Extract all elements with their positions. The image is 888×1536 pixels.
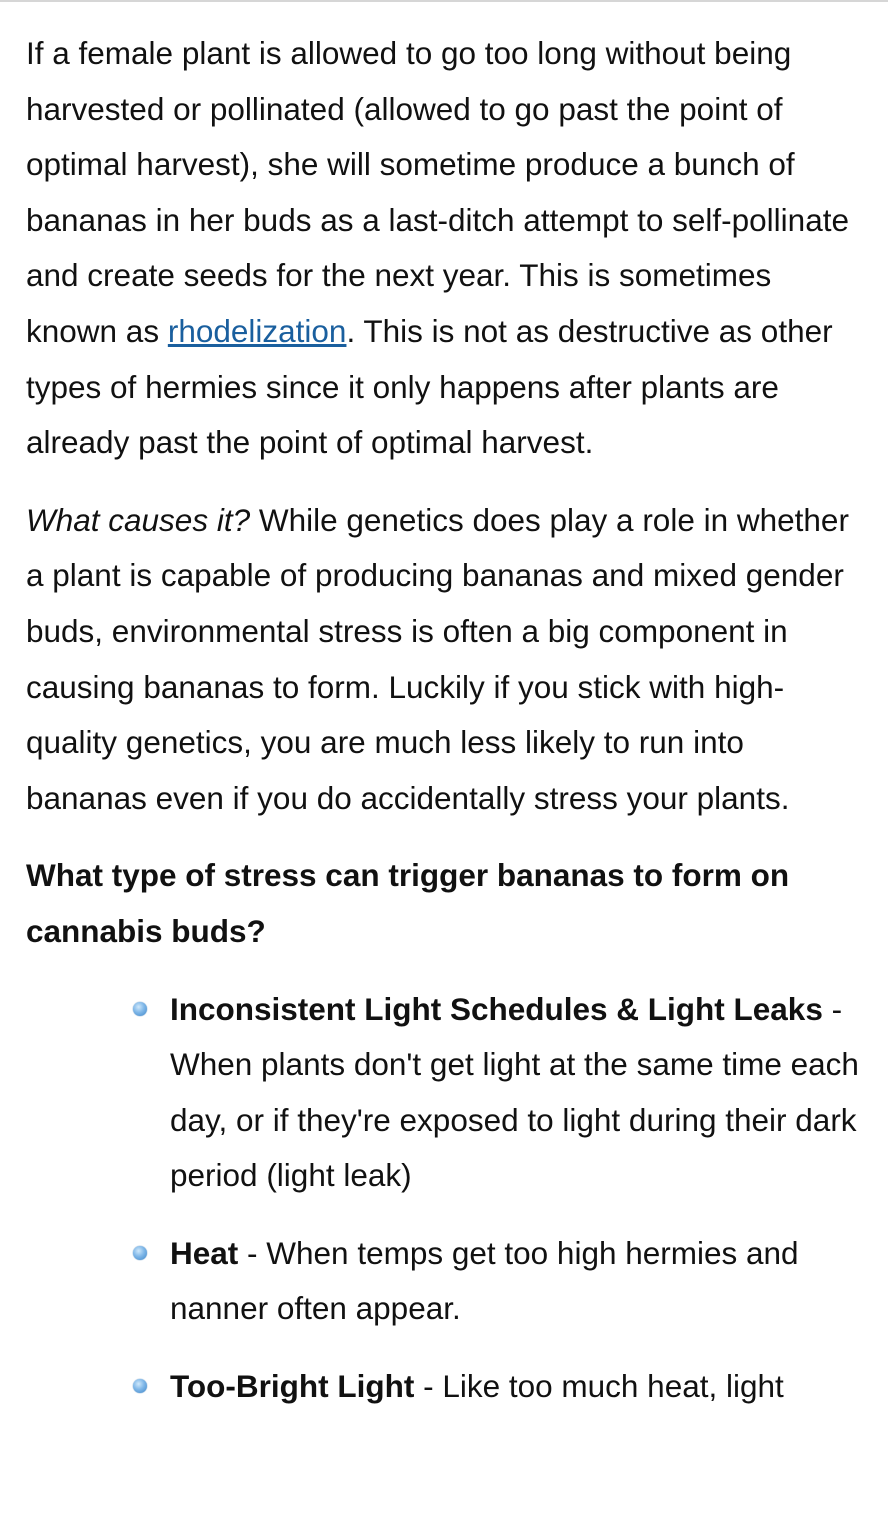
bullet-dot-icon — [133, 1002, 147, 1016]
paragraph-text: If a female plant is allowed to go too long without being harvested or pollinated (allowed to go past the point of optimal harvest), she will sometime produce a bunch of bananas in her buds as a last-ditch attempt to self-pollinate and create seeds for the next year. This is sometimes known as — [26, 35, 849, 349]
list-item-text: - Like too much heat, light — [414, 1368, 784, 1405]
list-item — [170, 1359, 866, 1415]
top-divider — [0, 0, 888, 2]
list-item-text: - When plants don't get light at the same time each day, or if they're exposed to light during their dark period (light leak) — [170, 990, 859, 1194]
section-heading: What type of stress can trigger bananas to form on cannabis buds? — [26, 857, 790, 949]
paragraph-text: . This is not as destructive as other types of hermies since it only happens after plants are already past the point of optimal harvest. — [26, 312, 833, 461]
list-item-title: Heat — [170, 1234, 239, 1271]
paragraph-what-causes-it — [26, 493, 866, 827]
rhodelization-link[interactable]: rhodelization — [167, 312, 347, 349]
paragraph-text: While genetics does play a role in whether a plant is capable of producing bananas and mixed gender buds, environmental stress is often a big component in causing bananas to form. Luckily if you stick with high-quality genetics, you are much less likely to run into bananas even if you do accidentally stress your plants. — [26, 501, 849, 816]
list-item-title: Inconsistent Light Schedules & Light Leaks — [170, 990, 823, 1027]
list-item-title: Too-Bright Light — [170, 1368, 415, 1405]
list-item — [170, 1226, 866, 1337]
italic-lead: What causes it? — [26, 501, 251, 538]
bullet-dot-icon — [133, 1246, 147, 1260]
stress-trigger-list — [26, 982, 866, 1415]
bullet-dot-icon — [133, 1379, 147, 1393]
list-item — [170, 982, 866, 1204]
paragraph-rhodelization — [26, 26, 866, 471]
list-item-text: - When temps get too high hermies and nanner often appear. — [170, 1234, 799, 1327]
article-body — [26, 26, 866, 1437]
